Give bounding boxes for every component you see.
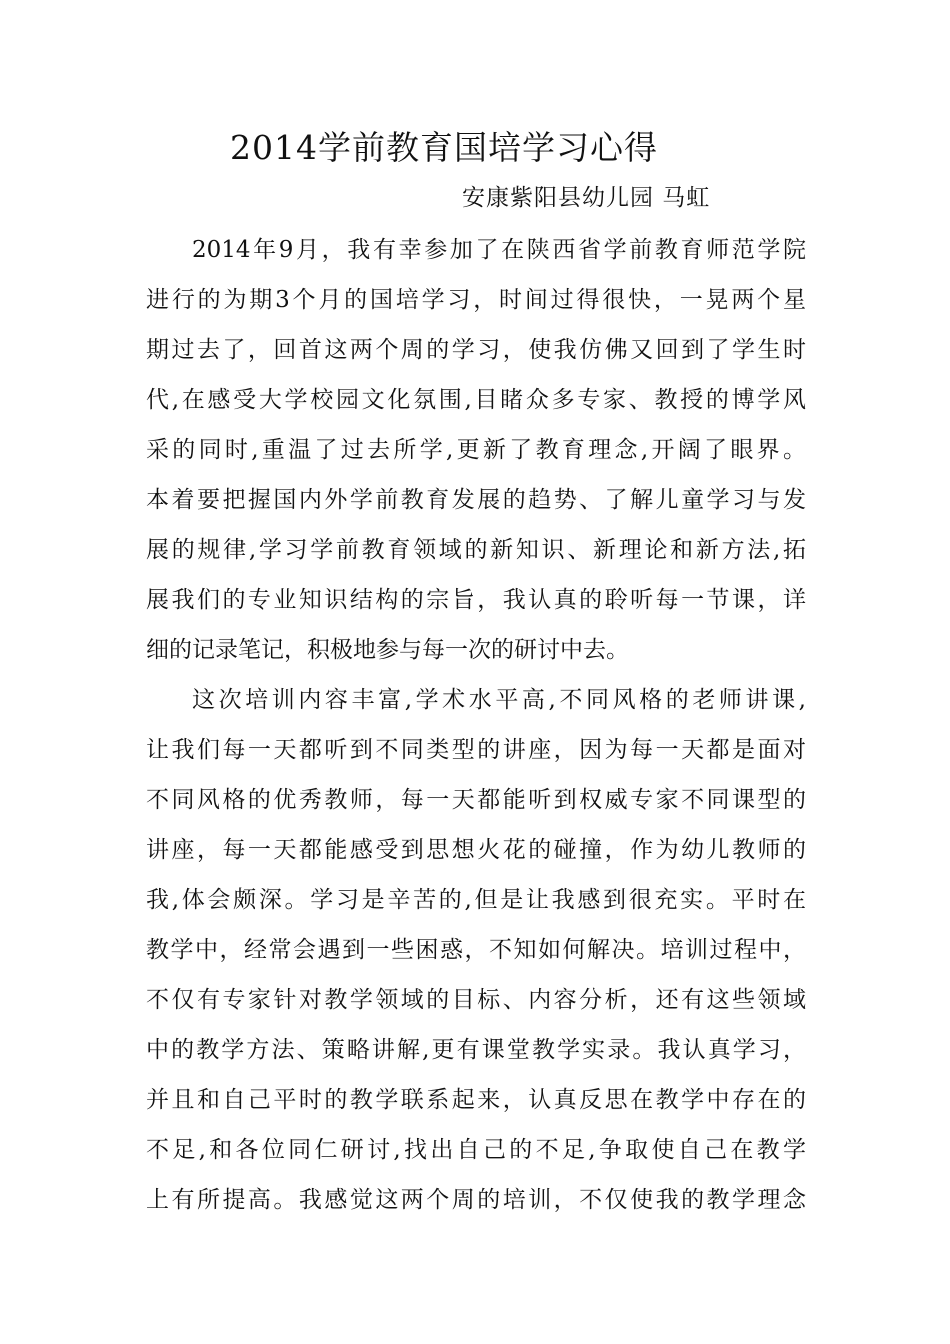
paragraph2-line: 不同风格的优秀教师，每一天都能听到权威专家不同课型的 (146, 787, 806, 813)
paragraph2-line: 教学中，经常会遇到一些困惑，不知如何解决。培训过程中， (146, 937, 806, 963)
paragraph2-line: 中的教学方法、策略讲解,更有课堂教学实录。我认真学习， (146, 1037, 806, 1063)
paragraph1-line: 本着要把握国内外学前教育发展的趋势、了解儿童学习与发 (146, 487, 806, 513)
document-title: 2014学前教育国培学习心得 (230, 128, 658, 167)
paragraph1-line: 展的规律,学习学前教育领域的新知识、新理论和新方法,拓 (146, 537, 806, 563)
paragraph2-line: 让我们每一天都听到不同类型的讲座，因为每一天都是面对 (146, 737, 806, 763)
paragraph2-line: 这次培训内容丰富,学术水平高,不同风格的老师讲课, (192, 687, 806, 713)
paragraph2-line: 不仅有专家针对教学领域的目标、内容分析，还有这些领域 (146, 987, 806, 1013)
paragraph2-line: 不足,和各位同仁研讨,找出自己的不足,争取使自己在教学 (146, 1137, 806, 1163)
author-byline: 安康紫阳县幼儿园 马虹 (462, 185, 711, 211)
paragraph1-line: 展我们的专业知识结构的宗旨，我认真的聆听每一节课，详 (146, 587, 806, 613)
paragraph2-line: 上有所提高。我感觉这两个周的培训，不仅使我的教学理念 (146, 1187, 806, 1213)
paragraph2-line: 我,体会颇深。学习是辛苦的,但是让我感到很充实。平时在 (146, 887, 806, 913)
paragraph1-line: 期过去了，回首这两个周的学习，使我仿佛又回到了学生时 (146, 337, 806, 363)
paragraph1-line: 进行的为期3个月的国培学习，时间过得很快，一晃两个星 (146, 287, 806, 313)
paragraph2-line: 并且和自己平时的教学联系起来，认真反思在教学中存在的 (146, 1087, 806, 1113)
paragraph1-line: 采的同时,重温了过去所学,更新了教育理念,开阔了眼界。 (146, 437, 806, 463)
paragraph1-line: 2014年9月，我有幸参加了在陕西省学前教育师范学院 (192, 237, 806, 263)
paragraph2-line: 讲座，每一天都能感受到思想火花的碰撞，作为幼儿教师的 (146, 837, 806, 863)
paragraph1-line: 细的记录笔记，积极地参与每一次的研讨中去。 (146, 637, 629, 663)
paragraph1-line: 代,在感受大学校园文化氛围,目睹众多专家、教授的博学风 (146, 387, 806, 413)
